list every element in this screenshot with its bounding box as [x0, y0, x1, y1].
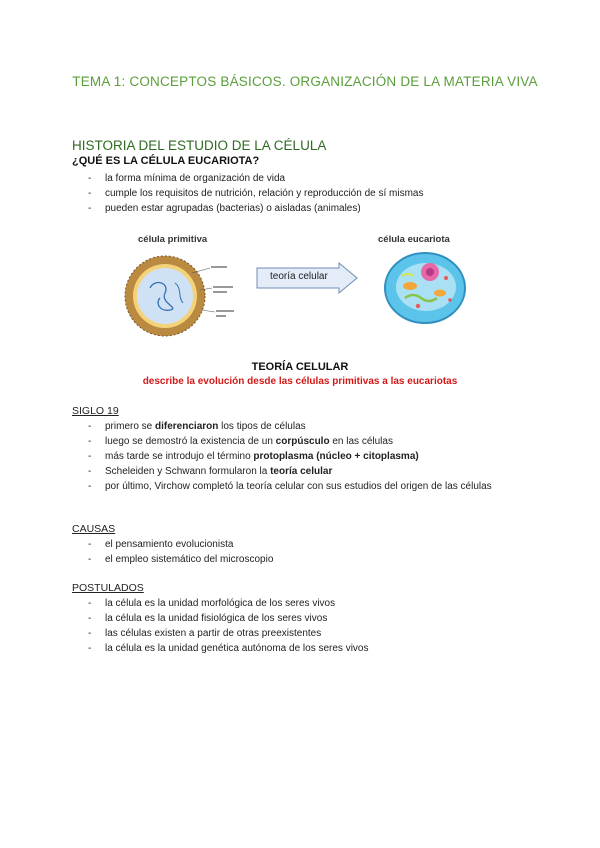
list-item: - el pensamiento evolucionista: [88, 537, 273, 552]
list-item: - la célula es la unidad genética autónoma de los seres vivos: [88, 641, 369, 656]
eukaryotic-cell-illustration: [380, 248, 470, 328]
causas-list: [88, 537, 273, 567]
list-item: - por último, Virchow completó la teoría celular con sus estudios del origen de las células: [88, 479, 518, 494]
arrow-label: teoría celular: [270, 271, 328, 282]
eukaryotic-cell-label: célula eucariota: [378, 234, 450, 245]
primitive-cell-illustration: [120, 248, 260, 348]
section-heading-siglo: SIGLO 19: [72, 405, 119, 417]
list-item: - luego se demostró la existencia de un corpúsculo en las células: [88, 434, 518, 449]
list-item: - el empleo sistemático del microscopio: [88, 552, 273, 567]
list-item: - la célula es la unidad fisiológica de los seres vivos: [88, 611, 369, 626]
page-title: TEMA 1: CONCEPTOS BÁSICOS. ORGANIZACIÓN DE LA MATERIA VIVA: [72, 74, 538, 89]
list-item: - la forma mínima de organización de vida: [88, 171, 423, 186]
postulados-list: [88, 596, 369, 656]
theory-title: TEORÍA CELULAR: [251, 361, 349, 373]
siglo-list: [88, 419, 518, 494]
list-item: - primero se diferenciaron los tipos de células: [88, 419, 518, 434]
list-item: - cumple los requisitos de nutrición, relación y reproducción de sí mismas: [88, 186, 423, 201]
list-item: - las células existen a partir de otras preexistentes: [88, 626, 369, 641]
section-heading-causas: CAUSAS: [72, 523, 116, 535]
list-item: - la célula es la unidad morfológica de los seres vivos: [88, 596, 369, 611]
history-heading: HISTORIA DEL ESTUDIO DE LA CÉLULA: [72, 138, 327, 153]
theory-subtitle: describe la evolución desde las células primitivas a las eucariotas: [142, 376, 458, 387]
primitive-cell-label: célula primitiva: [138, 234, 208, 245]
section-heading-postulados: POSTULADOS: [72, 582, 144, 594]
what-heading: ¿QUÉ ES LA CÉLULA EUCARIOTA?: [72, 155, 260, 167]
what-list: [88, 171, 423, 216]
list-item: - más tarde se introdujo el término protoplasma (núcleo + citoplasma): [88, 449, 518, 464]
list-item: - pueden estar agrupadas (bacterias) o aisladas (animales): [88, 201, 423, 216]
list-item: - Scheleiden y Schwann formularon la teoría celular: [88, 464, 518, 479]
